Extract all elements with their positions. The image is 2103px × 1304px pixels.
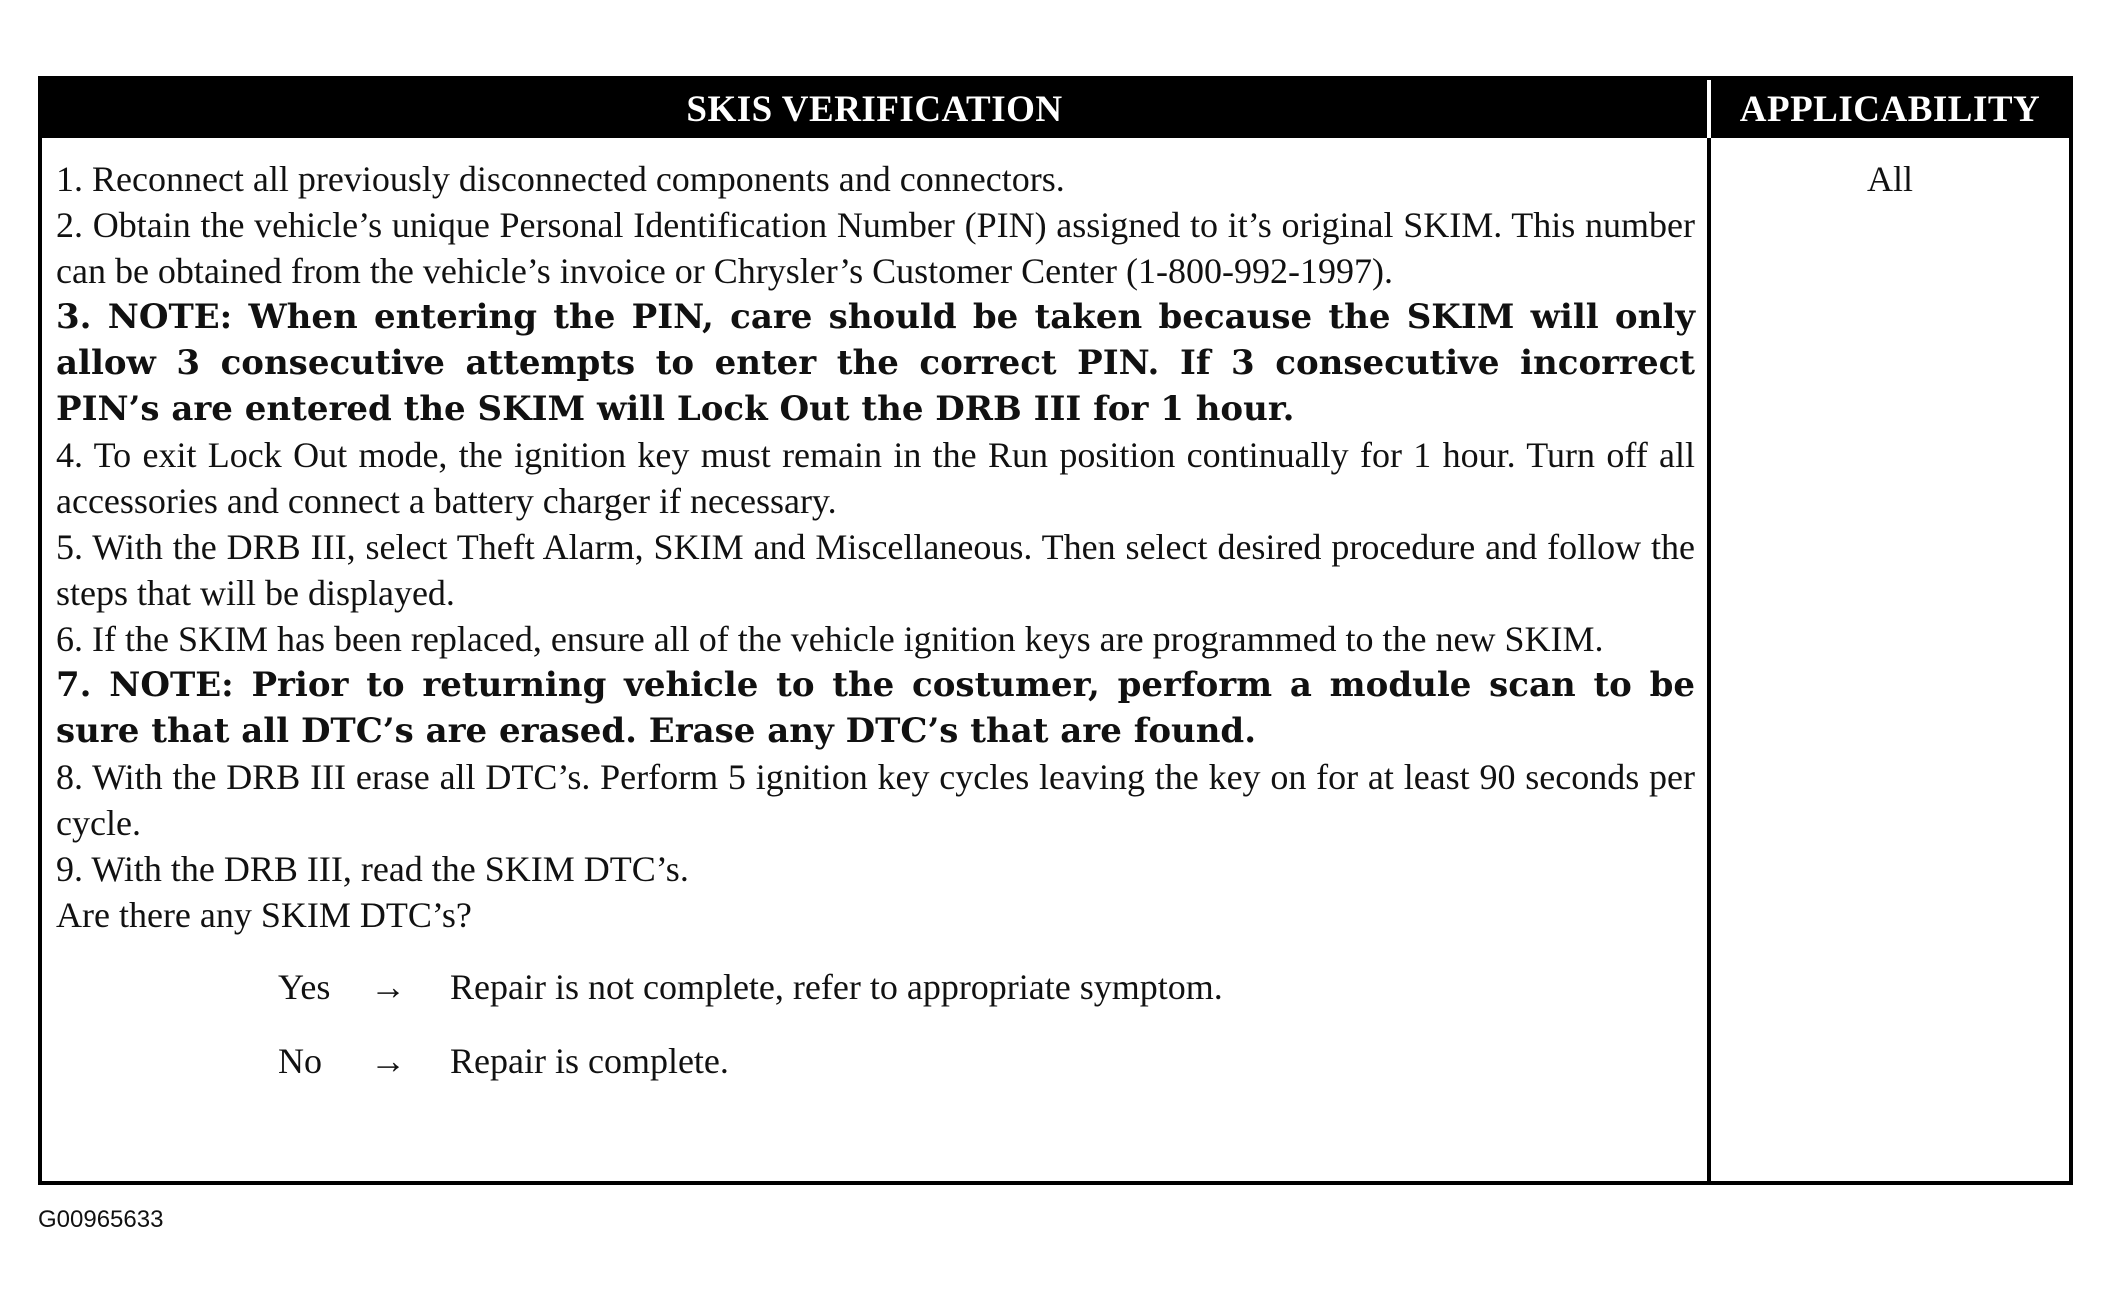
answer-no-text: Repair is complete. [450,1041,729,1081]
table-body-row [42,138,2069,1181]
applicability-cell [1707,138,2069,1181]
step-2: 2. Obtain the vehicle’s unique Personal Identification Number (PIN) assigned to it’s original SKIM. This number can be obtained from the vehicle’s invoice or Chrysler’s Customer Center (1-800-992-1997). [56,205,1695,291]
header-skis-verification: SKIS VERIFICATION [686,88,1063,130]
answer-yes [278,964,1695,1010]
right-arrow-icon: → [370,967,406,1007]
step-8: 8. With the DRB III erase all DTC’s. Perform 5 ignition key cycles leaving the key on for at least 90 seconds per cycle. [56,757,1695,843]
step-5: 5. With the DRB III, select Theft Alarm, SKIM and Miscellaneous. Then select desired procedure and follow the steps that will be displayed. [56,527,1695,613]
applicability-value: All [1866,159,1913,199]
step-4: 4. To exit Lock Out mode, the ignition key must remain in the Run position continually for 1 hour. Turn off all accessories and connect a battery charger if necessary. [56,435,1695,521]
procedure-cell [42,138,1707,1181]
question: Are there any SKIM DTC’s? [56,895,472,935]
table-header-row [42,80,2069,138]
step-9: 9. With the DRB III, read the SKIM DTC’s. [56,849,689,889]
step-1: 1. Reconnect all previously disconnected components and connectors. [56,159,1065,199]
answer-no [278,1038,1695,1084]
answer-yes-label: Yes [278,967,331,1007]
step-6: 6. If the SKIM has been replaced, ensure all of the vehicle ignition keys are programmed to the new SKIM. [56,619,1604,659]
figure-id: G00965633 [38,1206,164,1233]
answer-no-label: No [278,1041,322,1081]
header-applicability: APPLICABILITY [1707,80,2069,138]
answers-list [56,964,1695,1084]
step-3-note: 3. NOTE: When entering the PIN, care should be taken because the SKIM will only allow 3 consecutive attempts to enter the correct PIN. If 3 consecutive incorrect PIN’s are entered the SKIM will Lock Out the DRB III for 1 hour. [56,297,1695,429]
skis-verification-table [38,76,2073,1185]
step-7-note: 7. NOTE: Prior to returning vehicle to the costumer, perform a module scan to be sure that all DTC’s are erased. Erase any DTC’s that are found. [56,665,1695,751]
right-arrow-icon: → [370,1041,406,1081]
answer-yes-text: Repair is not complete, refer to appropriate symptom. [450,967,1223,1007]
